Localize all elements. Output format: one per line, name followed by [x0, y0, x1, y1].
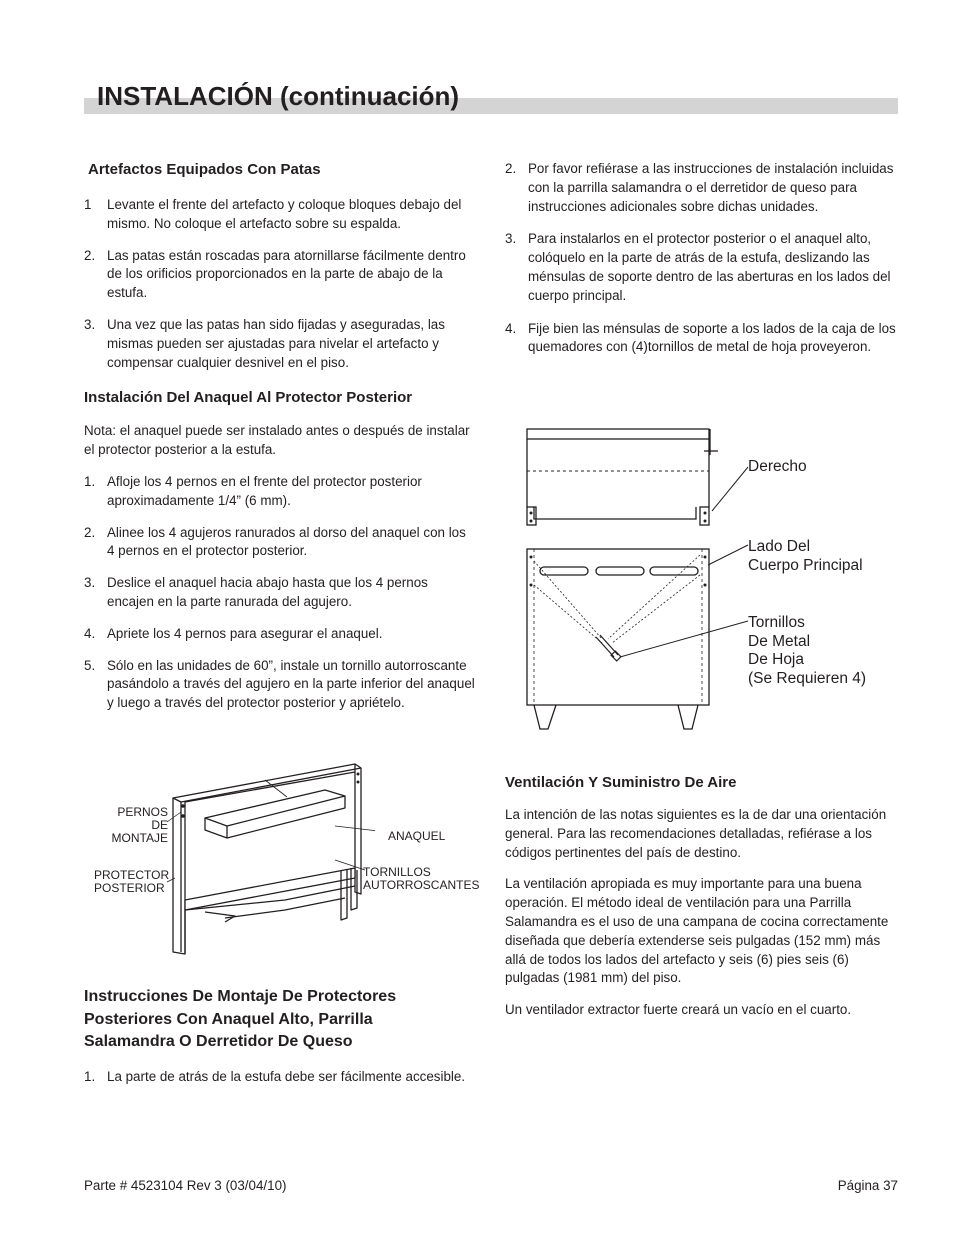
- footer-part-number: Parte # 4523104 Rev 3 (03/04/10): [84, 1178, 287, 1193]
- page-title: INSTALACIÓN (continuación): [97, 81, 460, 111]
- list-item: 2. Por favor refiérase a las instrucciones de instalación incluidas con la parrilla salamandra o el derretidor de queso para instrucciones adicionales sobre dichas unidades.: [505, 161, 894, 214]
- section-heading-anaquel: Instalación Del Anaquel Al Protector Posterior: [84, 389, 413, 407]
- shelf-diagram: [165, 760, 375, 960]
- section-ventilacion: [505, 773, 898, 1020]
- list-item: 3. Deslice el anaquel hacia abajo hasta que los 4 pernos encajen en la parte ranurada del agujero.: [84, 575, 428, 609]
- figure-label-protector: PROTECTOR POSTERIOR: [94, 868, 170, 895]
- section-heading-montaje: Instrucciones De Montaje De Protectores Posteriores Con Anaquel Alto, Parrilla Salamandra O Derretidor De Queso: [84, 988, 397, 1050]
- list-item: 1. La parte de atrás de la estufa debe ser fácilmente accesible.: [84, 1068, 466, 1084]
- figure-label-anaquel: ANAQUEL: [388, 829, 446, 843]
- figure-label-tornillos-metal: Tornillos De Metal De Hoja (Se Requieren 4): [748, 614, 867, 687]
- list-item: 3. Una vez que las patas han sido fijadas y aseguradas, las mismas pueden ser ajustadas para nivelar el artefacto y compensar cualquier desnivel en el piso.: [84, 316, 445, 370]
- figure-label-lado: Lado Del Cuerpo Principal: [748, 538, 863, 574]
- list-item: 5. Sólo en las unidades de 60”, instale un tornillo autorroscante pasándolo a través del agujero en la parte inferior del anaquel y luego a través del protector posterior y apriételo.: [84, 657, 475, 711]
- list-item: 2. Alinee los 4 agujeros ranurados al dorso del anaquel con los 4 pernos en el protector posterior.: [84, 524, 466, 559]
- list-item: 4. Apriete los 4 pernos para asegurar el anaquel.: [84, 625, 383, 641]
- paragraph: La intención de las notas siguientes es la de dar una orientación general. Para las recomendaciones detalladas, refiérase a los códigos pertinentes del país de destino.: [505, 807, 887, 860]
- list-item: 2. Las patas están roscadas para atornillarse fácilmente dentro de los orificios proporcionados en la parte de abajo de la estufa.: [84, 247, 466, 301]
- left-column: [84, 160, 476, 713]
- list-item: 4. Fije bien las ménsulas de soporte a los lados de la caja de los quemadores con (4)tornillos de metal de hoja proveyeron.: [505, 320, 896, 355]
- footer-page-number: Página 37: [837, 1178, 898, 1193]
- section-heading-ventilacion: Ventilación Y Suministro De Aire: [505, 774, 737, 791]
- right-column: [505, 160, 898, 357]
- paragraph: La ventilación apropiada es muy importante para una buena operación. El método ideal de ventilación para una Parrilla Salamandra es el uso de una campana de cocina correctamente diseñada que debería extenderse seis pulgadas (152 mm) más allá de todos los lados del artefacto y seis (6) pies seis (6) pulgadas (1981 mm) del piso.: [505, 876, 889, 986]
- list-item: 1. Afloje los 4 pernos en el frente del protector posterior aproximadamente 1/4” (6 mm).: [84, 473, 422, 508]
- paragraph: Un ventilador extractor fuerte creará un vacío en el cuarto.: [505, 1002, 852, 1018]
- list-item: 3. Para instalarlos en el protector posterior o el anaquel alto, colóquelo en la parte de atrás de la estufa, deslizando las ménsulas de soporte dentro de las aberturas en los lados del cuerpo principal.: [505, 231, 891, 303]
- figure-label-tornillos: TORNILLOS AUTORROSCANTES: [363, 865, 480, 892]
- bracket-diagram: [520, 425, 750, 735]
- section-montaje: [84, 986, 476, 1086]
- section-heading-patas: Artefactos Equipados Con Patas: [88, 161, 321, 178]
- note-text: Nota: el anaquel puede ser instalado antes o después de instalar el protector posterior a la estufa.: [84, 423, 470, 458]
- figure-label-derecho: Derecho: [748, 458, 807, 475]
- figure-label-pernos: PERNOS DE MONTAJE: [111, 805, 168, 845]
- list-item: 1 Levante el frente del artefacto y coloque bloques debajo del mismo. No coloque el artefacto sobre su espalda.: [84, 197, 462, 231]
